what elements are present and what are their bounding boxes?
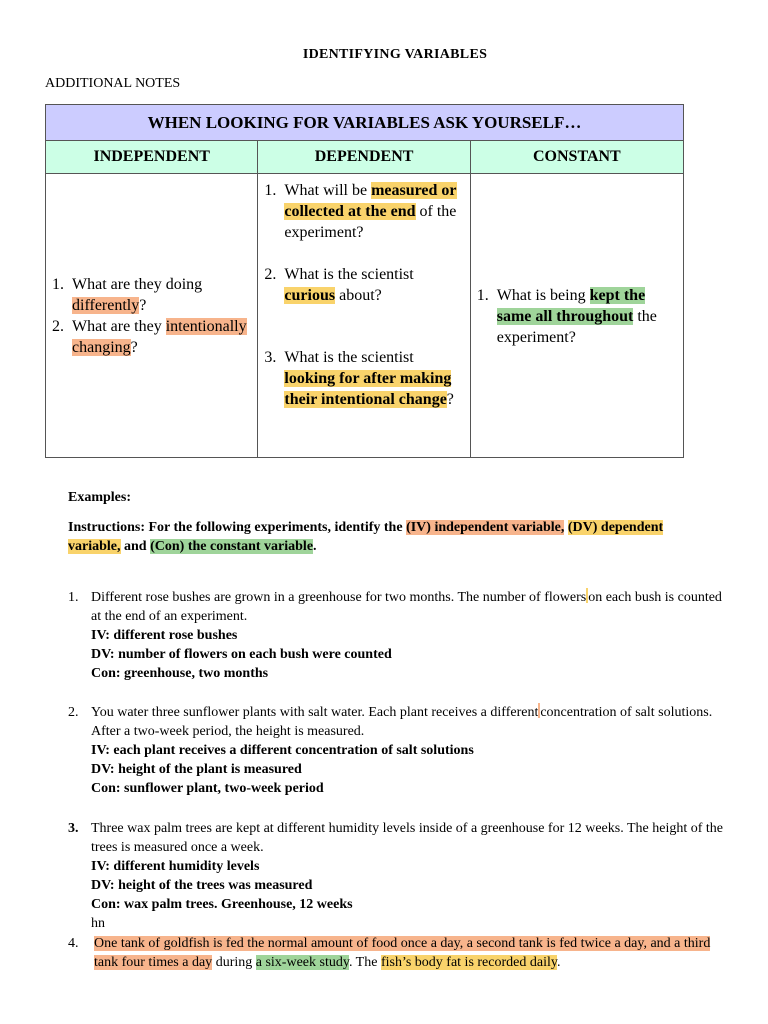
item-3-dv: DV: height of the trees was measured — [91, 878, 313, 893]
example-item-3: 3. Three wax palm trees are kept at different humidity levels inside of a greenhouse for 12 weeks. The height of the trees is measured once a week. IV: different humidity levels DV: height of the trees was measured Con: wax palm trees. Greenhouse, 12 weeks hn — [68, 819, 728, 933]
item-2-iv: IV: each plant receives a different concentration of salt solutions — [91, 743, 474, 758]
independent-cell — [46, 174, 258, 458]
highlight-differently: differently — [72, 297, 140, 314]
constant-question-1: 1. What is being kept the same all throughout the experiment? — [476, 287, 657, 346]
highlight-iv: (IV) independent variable, — [406, 520, 565, 535]
item-3-text: Three wax palm trees are kept at different humidity levels inside of a greenhouse for 12 weeks. The height of the trees is measured once a week. — [91, 821, 723, 855]
constant-cell — [470, 174, 683, 458]
highlight-kept-the-same: kept the same all throughout — [496, 287, 646, 325]
dependent-question-2: 2. What is the scientist curious about? — [264, 266, 414, 304]
header-independent: INDEPENDENT — [46, 141, 258, 174]
item-1-text: Different rose bushes are grown in a greenhouse for two months. The number of flowers on each bush is counted at the end of an experiment. — [91, 590, 722, 624]
instructions: Instructions: For the following experiments, identify the (IV) independent variable, (DV) dependent variable, and (Con) the constant variable. — [68, 520, 664, 554]
item-4-highlight-iv: One tank of goldfish is fed the normal amount of food once a day, a second tank is fed twice a day, and a third tank four times a day — [94, 936, 711, 970]
independent-question-2: 2. What are they intentionally changing? — [52, 318, 247, 356]
item-4-highlight-con: a six-week study — [255, 955, 349, 970]
highlight-curious: curious — [284, 287, 336, 304]
header-constant: CONSTANT — [470, 141, 683, 174]
item-3-iv: IV: different humidity levels — [91, 859, 260, 874]
item-1-dv: DV: number of flowers on each bush were counted — [91, 647, 392, 662]
example-item-4: 4. One tank of goldfish is fed the normal amount of food once a day, a second tank is fed twice a day, and a third tank four times a day during a six-week study. The fish’s body fat is recorded daily. — [68, 936, 711, 970]
dependent-cell — [258, 174, 470, 458]
dependent-question-1: 1. What will be measured or collected at the end of the experiment? — [264, 182, 457, 241]
item-1-con: Con: greenhouse, two months — [91, 666, 269, 681]
item-2-text: You water three sunflower plants with salt water. Each plant receives a different concentration of salt solutions. After a two-week period, the height is measured. — [91, 705, 713, 739]
highlight-intentionally-changing: intentionally changing — [72, 318, 247, 356]
item-3-con: Con: wax palm trees. Greenhouse, 12 weeks — [91, 897, 353, 912]
variables-table — [45, 104, 684, 458]
item-2-dv: DV: height of the plant is measured — [91, 762, 302, 777]
highlight-looking-for: looking for after making their intentional change — [284, 370, 452, 408]
document-title: IDENTIFYING VARIABLES — [302, 47, 488, 62]
additional-notes-label: ADDITIONAL NOTES — [45, 76, 181, 91]
independent-question-1: 1. What are they doing differently? — [52, 276, 203, 314]
item-3-extra: hn — [91, 916, 105, 931]
item-1-iv: IV: different rose bushes — [91, 628, 238, 643]
highlight-con-rest: the constant variable — [184, 539, 314, 554]
example-item-2: 2. You water three sunflower plants with salt water. Each plant receives a different concentration of salt solutions. After a two-week period, the height is measured. IV: each plant receives a different concentration of salt solutions DV: height of the plant is measured Con: sunflower plant, two-week period — [68, 703, 728, 798]
highlight-measured: measured or collected at the end — [284, 182, 457, 220]
example-item-1: 1. Different rose bushes are grown in a greenhouse for two months. The number of flowers on each bush is counted at the end of an experiment. IV: different rose bushes DV: number of flowers on each bush were counted Con: greenhouse, two months — [68, 588, 728, 683]
item-4-highlight-dv: fish’s body fat is recorded daily — [380, 955, 557, 970]
table-title: WHEN LOOKING FOR VARIABLES ASK YOURSELF… — [46, 105, 684, 141]
item-2-con: Con: sunflower plant, two-week period — [91, 781, 324, 796]
dependent-question-3: 3. What is the scientist looking for after making their intentional change? — [264, 349, 454, 408]
highlight-con-tag: (Con) — [150, 539, 185, 554]
examples-label: Examples: — [68, 490, 131, 505]
highlight-dv: (DV) dependent variable, — [68, 520, 664, 554]
header-dependent: DEPENDENT — [258, 141, 470, 174]
